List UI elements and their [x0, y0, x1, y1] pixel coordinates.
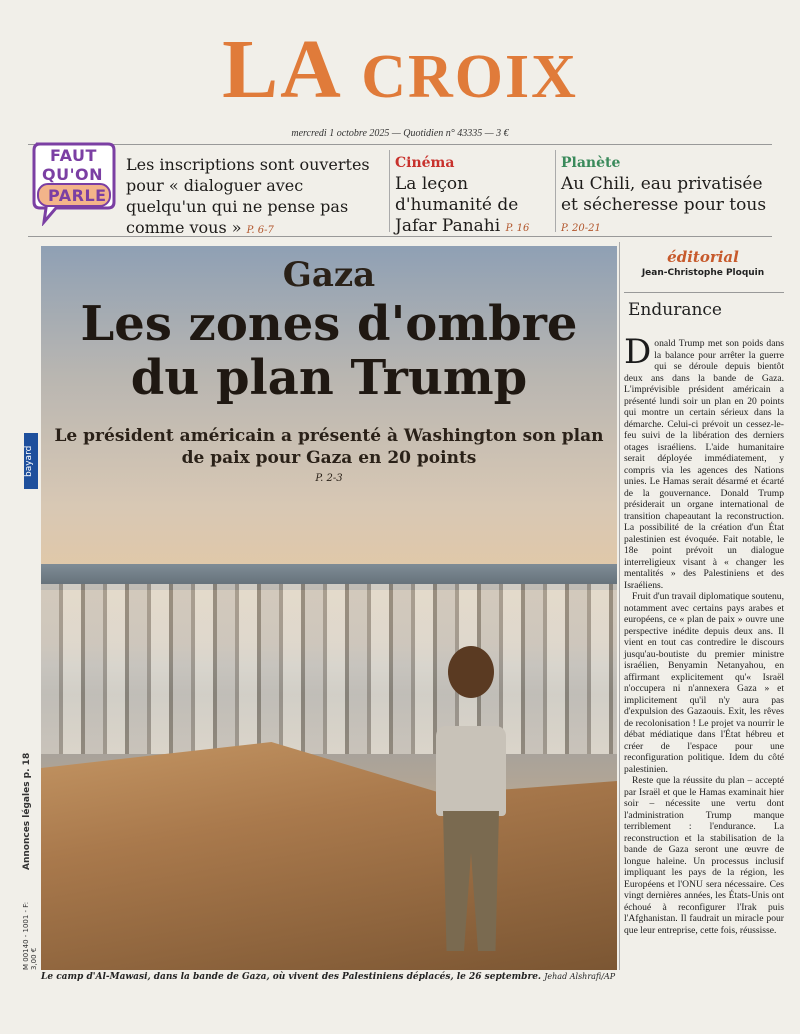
editorial-body [624, 332, 784, 936]
column-separator [619, 242, 620, 970]
main-story-kicker: Gaza [282, 255, 376, 295]
masthead-logo [0, 23, 800, 116]
teaser-planete-kicker: Planète [561, 155, 621, 171]
teaser-cinema[interactable] [395, 153, 555, 239]
photo-tents [41, 584, 617, 754]
editorial-title: Endurance [628, 300, 722, 320]
teaser-cinema-ref: P. 16 [505, 223, 530, 234]
badge-line-3: PARLE [48, 186, 107, 205]
main-story-subhead: Le président américain a présenté à Washington son plan de paix pour Gaza en 20 points [54, 426, 604, 468]
photo-caption-text: Le camp d'Al-Mawasi, dans la bande de Gaza, où vivent des Palestiniens déplacés, le 26 septembre. [41, 972, 542, 982]
photo-caption [41, 972, 617, 982]
teaser-planete-ref: P. 20-21 [561, 223, 601, 234]
dateline: mercredi 1 octobre 2025 — Quotidien n° 43335 — 3 € [291, 128, 509, 139]
editorial-kicker: éditorial [667, 248, 739, 266]
photo-credit: Jehad Alshrafi/AP [544, 972, 616, 981]
barcode-label: M 00140 - 1001 - F: 3,00 € [22, 901, 38, 970]
teaser-dialogue[interactable] [126, 154, 386, 241]
teaser-dialogue-ref: P. 6-7 [246, 225, 274, 236]
teaser-cinema-text: La leçon d'humanité de Jafar Panahi [395, 174, 519, 236]
photo-boy-body [436, 726, 506, 816]
editorial-paragraph: Reste que la réussite du plan – accepté par Israël et que le Hamas examinait hier soir – nécessite une vertu dont l'administration Trump manque terriblement : l'endurance. La reconstruction et la stabilisation de la bande de Gaza seront une œuvre de longue haleine. Un processus inclusif impliquant les pays de la région, les Européens et l'ONU sera nécessaire. Ces vingt dernières années, les États-Unis ont échoué à reconfigurer l'Irak puis l'Afghanistan. Il faudrait un miracle pour que leur entreprise, cette fois, réussisse. [624, 775, 784, 936]
main-story-title: Les zones d'ombre du plan Trump [80, 296, 578, 406]
top-divider [28, 144, 772, 145]
editorial-dropcap: D [624, 332, 652, 372]
teaser-cinema-kicker: Cinéma [395, 155, 455, 171]
teaser-dialogue-text: Les inscriptions sont ouvertes pour « dialoguer avec quelqu'un qui ne pense pas comme vous » [126, 155, 370, 237]
masthead-title-la: LA [222, 23, 339, 116]
main-story-ref: P. 2-3 [315, 473, 343, 484]
legal-notice: Annonces légales p. 18 [22, 752, 32, 870]
teaser-planete[interactable] [561, 153, 771, 239]
photo-boy-head [448, 646, 494, 698]
teaser-planete-text: Au Chili, eau privatisée et sécheresse pour tous [561, 174, 767, 215]
bayard-logo: bayard [24, 433, 38, 489]
main-story-headline[interactable] [41, 255, 617, 484]
teaser-separator [555, 150, 556, 232]
badge-line-1: FAUT [50, 146, 97, 165]
faut-quon-parle-badge[interactable] [30, 140, 118, 226]
badge-line-2: QU'ON [42, 165, 103, 184]
editorial-paragraph [624, 332, 784, 591]
masthead-title-croix: CROIX [361, 43, 578, 111]
editorial-paragraph: Fruit d'un travail diplomatique soutenu, notamment avec certains pays arabes et européens, ce « plan de paix » ouvre une perspective inédite depuis deux ans. Il vient en tout cas contredire le discours jusqu'au-boutiste du premier ministre israélien, Benyamin Netanyahou, en affirmant explicitement qu'« Israël n'occupera ni n'annexera Gaza » et implicitement qu'il n'y aura pas d'expulsion des Gazaouis. Exit, les rêves de recolonisation ! Le projet va nourrir le débat médiatique dans l'État hébreu et créer de l'espace pour une reconfiguration politique. Idem du côté palestinien. [624, 591, 784, 775]
editorial-author: Jean-Christophe Ploquin [641, 268, 765, 278]
photo-dune [41, 716, 617, 970]
teaser-separator [389, 150, 390, 232]
editorial-paragraph-text: onald Trump met son poids dans la balance pour arrêter la guerre qui se déroule depuis bientôt deux ans dans la bande de Gaza. L'imprévisible président américain a présenté lundi soir un plan en 20 points qui montre un certain sérieux dans la démarche. Celui-ci prévoit un cessez-le-feu suivi de la libération des derniers otages israéliens. L'aide humanitaire serait déployée immédiatement, y compris via les agences des Nations unies. Le Hamas serait désarmé et écarté de la gouvernance. Donald Trump présiderait un organe international de transition chapeautant la reconstruction. La possibilité de la création d'un État palestinien est évoquée. Fait notable, le 18e point prévoit un dialogue interreligieux visant à « changer les mentalités » des Palestiniens et des Israéliens. [624, 338, 784, 591]
editorial-divider [624, 292, 784, 293]
